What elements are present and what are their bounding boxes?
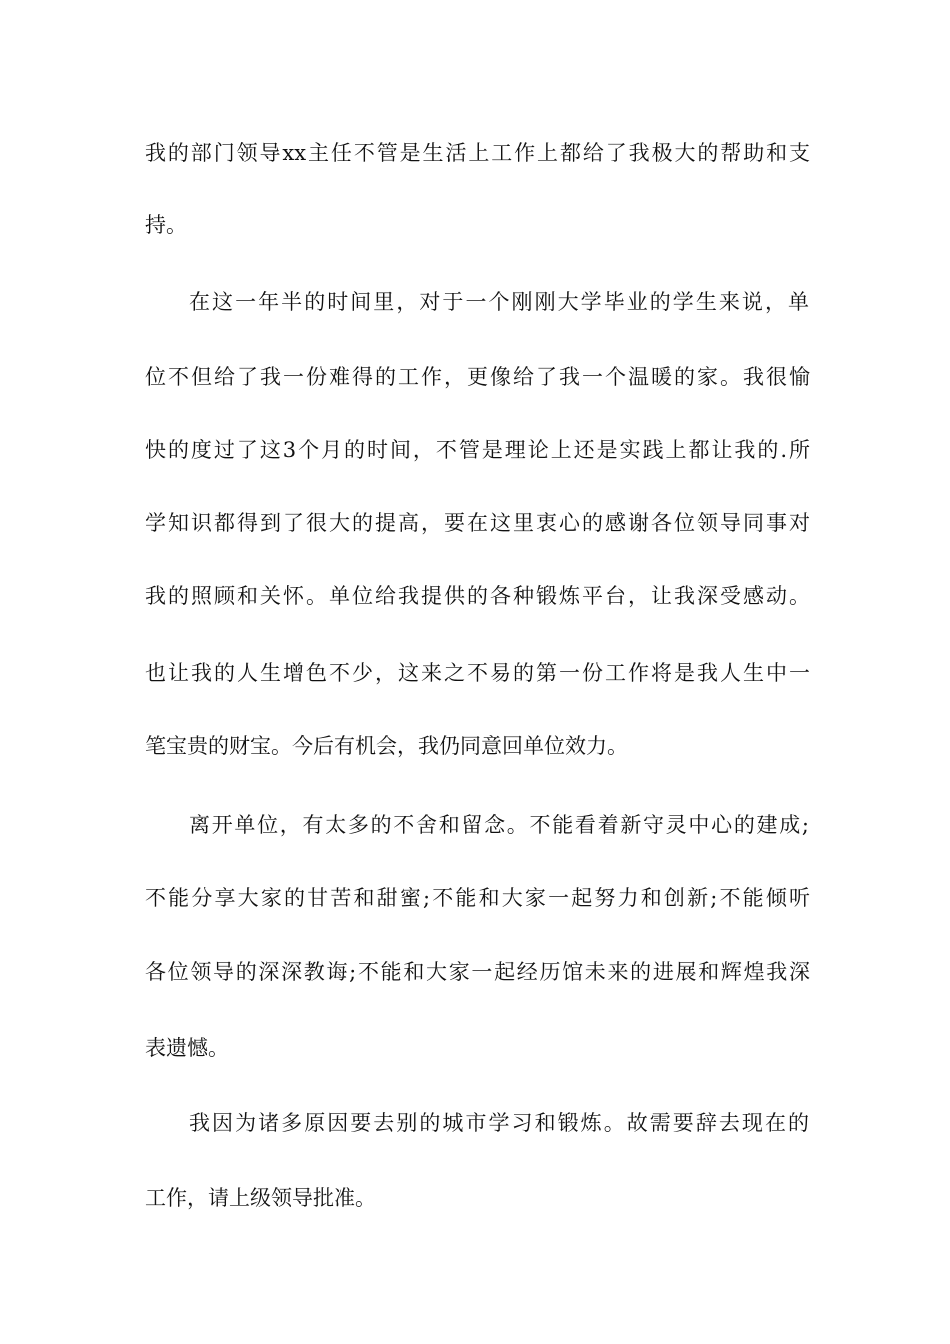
text-line: 持。: [145, 213, 187, 237]
text-line: 各位领导的深深教诲;不能和大家一起经历馆未来的进展和辉煌我深: [145, 960, 810, 984]
text-line: 位不但给了我一份难得的工作，更像给了我一个温暖的家。我很愉: [145, 365, 810, 389]
paragraph-start-line: 我因为诸多原因要去别的城市学习和锻炼。故需要辞去现在的: [189, 1111, 809, 1135]
text-line: 工作，请上级领导批准。: [145, 1186, 376, 1210]
text-line: 学知识都得到了很大的提高，要在这里衷心的感谢各位领导同事对: [145, 511, 810, 535]
paragraph-start-line: 离开单位，有太多的不舍和留念。不能看着新守灵中心的建成;: [189, 813, 809, 837]
text-line: 笔宝贵的财宝。今后有机会，我仍同意回单位效力。: [145, 734, 628, 758]
text-line: 我的部门领导xx主任不管是生活上工作上都给了我极大的帮助和支: [145, 141, 810, 165]
text-line: 我的照顾和关怀。单位给我提供的各种锻炼平台，让我深受感动。: [145, 584, 810, 608]
text-line: 快的度过了这3个月的时间，不管是理论上还是实践上都让我的.所: [145, 438, 810, 462]
text-line: 不能分享大家的甘苦和甜蜜;不能和大家一起努力和创新;不能倾听: [145, 886, 810, 910]
text-line: 表遗憾。: [145, 1036, 229, 1060]
text-line: 也让我的人生增色不少，这来之不易的第一份工作将是我人生中一: [145, 661, 810, 685]
paragraph-start-line: 在这一年半的时间里，对于一个刚刚大学毕业的学生来说，单: [189, 290, 809, 314]
